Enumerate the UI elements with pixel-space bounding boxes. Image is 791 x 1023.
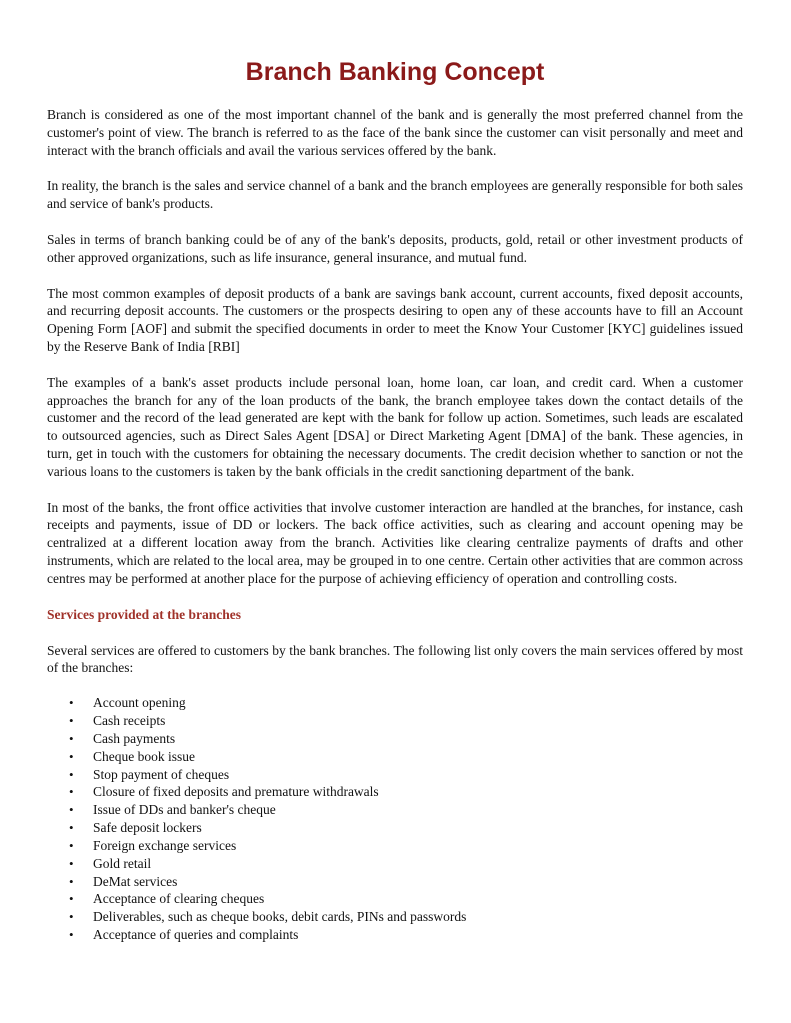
list-item xyxy=(47,766,743,784)
service-label: DeMat services xyxy=(93,873,178,889)
paragraph-services-intro: Several services are offered to customers by the bank branches. The following list only covers the main services offered by most of the branches: xyxy=(47,642,743,676)
list-item xyxy=(47,873,743,891)
service-label: Gold retail xyxy=(93,855,152,871)
bullet-icon: • xyxy=(69,802,74,818)
bullet-icon: • xyxy=(69,927,74,943)
bullet-icon: • xyxy=(69,873,74,889)
section-heading-services: Services provided at the branches xyxy=(47,606,241,622)
document-page xyxy=(47,0,743,944)
bullet-icon: • xyxy=(69,784,74,800)
paragraph-front-back-office: In most of the banks, the front office activities that involve customer interaction are handled at the branches, for instance, cash receipts and payments, issue of DD or lockers. The back office activities, such as clearing and account opening may be centralized at a different location away from the branch. Activities like clearing centralize payments of drafts and other instruments, which are related to the local area, may be grouped in to one centre. Certain other activities that are common across centres may be performed at another place for the purpose of achieving efficiency of operation and controlling costs. xyxy=(47,499,743,586)
service-label: Stop payment of cheques xyxy=(93,766,230,782)
services-list xyxy=(47,694,743,944)
bullet-icon: • xyxy=(69,748,74,764)
list-item xyxy=(47,890,743,908)
service-label: Cash payments xyxy=(93,730,176,746)
list-item xyxy=(47,694,743,712)
paragraph-sales-terms: Sales in terms of branch banking could be of any of the bank's deposits, products, gold, retail or other investment products of other approved organizations, such as life insurance, general insurance, and mutual fund. xyxy=(47,231,743,265)
list-item xyxy=(47,801,743,819)
service-label: Foreign exchange services xyxy=(93,837,237,853)
service-label: Account opening xyxy=(93,695,186,711)
list-item xyxy=(47,748,743,766)
list-item xyxy=(47,837,743,855)
bullet-icon: • xyxy=(69,820,74,836)
bullet-icon: • xyxy=(69,730,74,746)
paragraph-sales-service-channel: In reality, the branch is the sales and service channel of a bank and the branch employees are generally responsible for both sales and service of bank's products. xyxy=(47,178,743,212)
service-label: Acceptance of queries and complaints xyxy=(93,927,299,943)
list-item xyxy=(47,783,743,801)
service-label: Closure of fixed deposits and premature withdrawals xyxy=(93,784,379,800)
bullet-icon: • xyxy=(69,837,74,853)
list-item xyxy=(47,819,743,837)
bullet-icon: • xyxy=(69,855,74,871)
list-item xyxy=(47,908,743,926)
service-label: Cash receipts xyxy=(93,712,166,728)
paragraph-deposit-products: The most common examples of deposit products of a bank are savings bank account, current accounts, fixed deposit accounts, and recurring deposit accounts. The customers or the prospects desiring to open any of these accounts have to fill an Account Opening Form [AOF] and submit the specified documents in order to meet the Know Your Customer [KYC] guidelines issued by the Reserve Bank of India [RBI] xyxy=(47,285,743,354)
list-item xyxy=(47,730,743,748)
bullet-icon: • xyxy=(69,766,74,782)
list-item xyxy=(47,855,743,873)
bullet-icon: • xyxy=(69,712,74,728)
page-title: Branch Banking Concept xyxy=(245,58,545,86)
paragraph-branch-importance: Branch is considered as one of the most important channel of the bank and is generally the most preferred channel from the customer's point of view. The branch is referred to as the face of the bank since the customer can visit personally and meet and interact with the branch officials and avail the various services offered by the bank. xyxy=(47,107,743,158)
paragraph-asset-products: The examples of a bank's asset products include personal loan, home loan, car loan, and credit card. When a customer approaches the branch for any of the loan products of the bank, the branch employee takes down the contact details of the customer and the record of the lead generated are kept with the bank for follow up action. Sometimes, such leads are escalated to outsourced agencies, such as Direct Sales Agent [DSA] or Direct Marketing Agent [DMA] of the bank. These agencies, in turn, get in touch with the customers for obtaining the necessary documents. The credit decision whether to sanction or not the various loans to the customers is taken by the bank officials in the credit sanctioning department of the bank. xyxy=(47,374,743,479)
list-item xyxy=(47,926,743,944)
service-label: Acceptance of clearing cheques xyxy=(93,891,265,907)
bullet-icon: • xyxy=(69,695,74,711)
list-item xyxy=(47,712,743,730)
bullet-icon: • xyxy=(69,909,74,925)
service-label: Cheque book issue xyxy=(93,748,195,764)
service-label: Issue of DDs and banker's cheque xyxy=(93,802,276,818)
service-label: Safe deposit lockers xyxy=(93,820,202,836)
service-label: Deliverables, such as cheque books, debit cards, PINs and passwords xyxy=(93,909,467,925)
bullet-icon: • xyxy=(69,891,74,907)
